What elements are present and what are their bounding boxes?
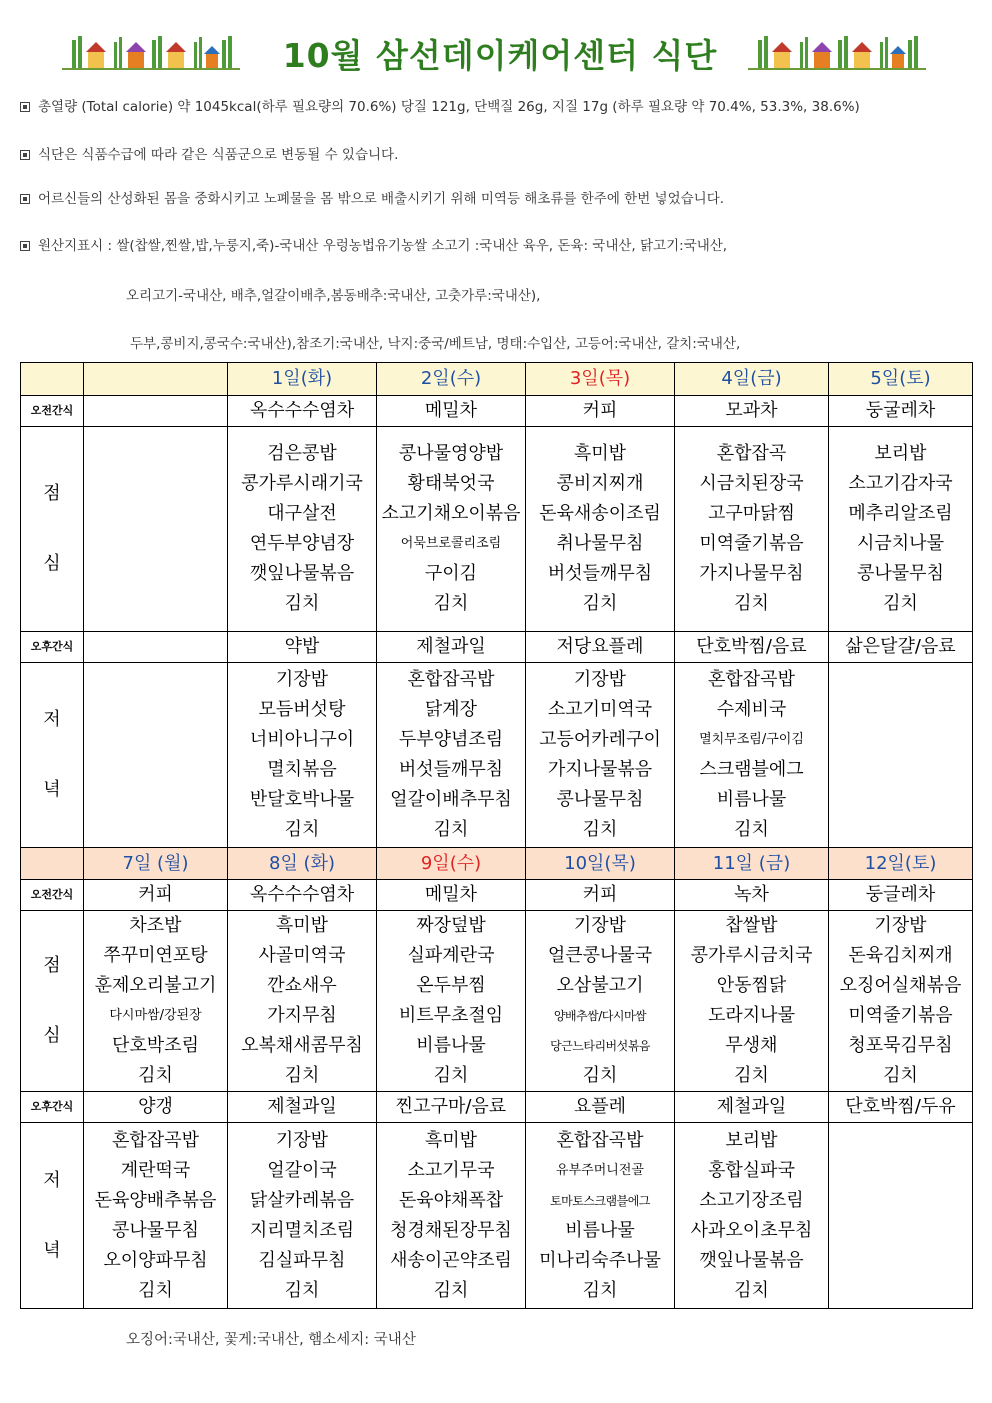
menu-item: 청경채된장무침	[390, 1219, 512, 1241]
week2-dinner-row	[21, 1123, 973, 1309]
row-label: 심	[43, 1025, 61, 1046]
menu-item: 깐쇼새우	[267, 975, 337, 996]
menu-item: 혼합잡곡밥	[407, 669, 495, 690]
menu-item: 김치	[734, 1065, 769, 1086]
menu-item: 돈육양배추볶음	[94, 1189, 217, 1211]
menu-item: 유부주머니전골	[556, 1162, 644, 1178]
menu-item: 비트무초절임	[398, 1005, 504, 1026]
menu-item: 시금치된장국	[699, 473, 804, 494]
menu-item: 김치	[284, 1065, 320, 1086]
menu-item: 얼갈이국	[267, 1159, 337, 1181]
menu-item: 사골미역국	[258, 945, 346, 966]
origin-line: 두부,콩비지,콩국수:국내산),참조기:국내산, 낙지:중국/베트남, 명태:수입산, 고등어:국내산, 갈치:국내산,	[130, 336, 741, 352]
menu-item: 콩나물영양밥	[398, 443, 504, 464]
week2-day-header	[21, 848, 973, 880]
menu-item: 돈육새송이조림	[539, 503, 661, 524]
menu-item: 옥수수수염차	[228, 880, 377, 911]
dinner-cell	[377, 1123, 526, 1309]
note-origin	[20, 234, 727, 254]
menu-item: 양갱	[84, 1092, 228, 1123]
lunch-cell	[675, 427, 829, 632]
menu-item: 오징어실채볶음	[839, 975, 962, 996]
week2-afternoon-row	[21, 1092, 973, 1123]
empty-cell	[829, 1123, 973, 1309]
menu-item: 고등어카레구이	[539, 729, 661, 750]
menu-item: 찹쌀밥	[725, 915, 778, 936]
menu-item: 김치	[433, 1279, 469, 1301]
lunch-cell	[829, 427, 973, 632]
week1-day-header	[21, 363, 973, 396]
menu-item: 제철과일	[675, 1092, 829, 1123]
menu-item: 소고기감자국	[848, 473, 953, 494]
menu-item: 짜장덮밥	[416, 915, 486, 936]
day-label: 3일(목)	[526, 363, 675, 396]
menu-table	[20, 362, 973, 1309]
menu-item: 양배추쌈/다시마쌈	[553, 1009, 647, 1023]
menu-item: 멸치볶음	[267, 759, 337, 780]
menu-item: 돈육야채폭찹	[398, 1189, 504, 1211]
day-label: 4일(금)	[675, 363, 829, 396]
lunch-cell	[526, 427, 675, 632]
menu-item: 미역줄기볶음	[848, 1005, 953, 1026]
week2-lunch-row	[21, 911, 973, 1092]
menu-item: 옥수수수염차	[228, 396, 377, 427]
note-text: 원산지표시 : 쌀(찹쌀,찐쌀,밥,누룽지,죽)-국내산 우렁농법유기농쌀 소고기 :국내산 육우, 돈육: 국내산, 닭고기:국내산,	[38, 238, 728, 254]
menu-item: 소고기채오이볶음	[381, 503, 521, 524]
empty-cell	[84, 632, 228, 663]
menu-item: 모듬버섯탕	[258, 699, 346, 720]
menu-item: 쭈꾸미연포탕	[103, 945, 208, 966]
note-calorie	[20, 95, 860, 115]
menu-item: 고구마닭찜	[708, 503, 795, 524]
day-label: 5일(토)	[829, 363, 973, 396]
menu-item: 제철과일	[377, 632, 526, 663]
menu-item: 흑미밥	[573, 443, 627, 464]
lunch-cell	[84, 911, 228, 1092]
menu-item: 버섯들깨무침	[398, 759, 504, 780]
village-right-icon	[748, 32, 926, 72]
menu-item: 가지나물볶음	[547, 759, 653, 780]
menu-item: 스크램블에그	[699, 759, 804, 780]
menu-item: 취나물무침	[556, 533, 644, 554]
square-bullet-icon	[20, 150, 30, 160]
menu-item: 메추리알조림	[848, 503, 953, 524]
row-label: 심	[43, 553, 61, 574]
dinner-cell	[675, 1123, 829, 1309]
dinner-cell	[84, 1123, 228, 1309]
menu-item: 콩나물무침	[857, 563, 944, 584]
menu-item: 콩가루시래기국	[241, 473, 363, 494]
note-text: 식단은 식품수급에 따라 같은 식품군으로 변동될 수 있습니다.	[38, 147, 399, 163]
menu-item: 김실파무침	[258, 1249, 346, 1271]
day-label: 11일 (금)	[675, 848, 829, 880]
row-label: 저	[43, 709, 61, 730]
week1-dinner-row	[21, 663, 973, 848]
menu-item: 단호박조림	[112, 1035, 199, 1056]
row-label: 점	[43, 955, 61, 976]
day-label: 9일(수)	[377, 848, 526, 880]
row-label: 오후간식	[21, 632, 84, 663]
menu-item: 저당요플레	[526, 632, 675, 663]
row-label-lunch	[21, 427, 84, 632]
menu-item: 수제비국	[716, 699, 787, 720]
menu-item: 연두부양념장	[249, 533, 355, 554]
menu-item: 김치	[284, 593, 320, 614]
menu-item: 닭계장	[424, 699, 478, 720]
menu-item: 기장밥	[573, 669, 627, 690]
menu-item: 김치	[883, 593, 918, 614]
empty-cell	[21, 363, 84, 396]
note-text: 어르신들의 산성화된 몸을 중화시키고 노폐물을 몸 밖으로 배출시키기 위해 미역등 해초류를 한주에 한번 넣었습니다.	[38, 191, 725, 207]
menu-item: 오이양파무침	[103, 1249, 208, 1271]
menu-item: 콩가루시금치국	[690, 945, 813, 966]
menu-item: 검은콩밥	[267, 443, 337, 464]
menu-item: 비름나물	[565, 1219, 635, 1241]
empty-cell	[84, 663, 228, 848]
row-label: 저	[43, 1169, 61, 1191]
village-left-icon	[62, 32, 240, 72]
menu-item: 단호박찜/두유	[829, 1092, 973, 1123]
lunch-cell	[228, 911, 377, 1092]
menu-item: 김치	[138, 1279, 173, 1301]
menu-item: 버섯들깨무침	[547, 563, 653, 584]
menu-item: 녹차	[675, 880, 829, 911]
row-label-lunch	[21, 911, 84, 1092]
menu-item: 계란떡국	[120, 1159, 191, 1181]
menu-item: 혼합잡곡	[716, 443, 787, 464]
lunch-cell	[377, 427, 526, 632]
week1-morning-row	[21, 396, 973, 427]
menu-item: 소고기무국	[407, 1159, 495, 1181]
menu-item: 흑미밥	[424, 1129, 478, 1151]
menu-item: 김치	[734, 593, 769, 614]
menu-item: 청포묵김무침	[848, 1035, 953, 1056]
row-label: 녁	[43, 779, 61, 800]
menu-item: 김치	[433, 593, 469, 614]
menu-item: 혼합잡곡밥	[112, 1129, 199, 1151]
menu-item: 기장밥	[573, 915, 627, 936]
menu-item: 온두부찜	[416, 975, 486, 996]
week1-afternoon-row	[21, 632, 973, 663]
menu-item: 콩나물무침	[112, 1219, 199, 1241]
page-title: 10월 삼선데이케어센터 식단	[282, 36, 718, 75]
menu-item: 김치	[284, 1279, 320, 1301]
menu-item: 얼큰콩나물국	[547, 945, 653, 966]
menu-item: 둥굴레차	[829, 396, 973, 427]
menu-item: 멸치무조림/구이김	[699, 732, 804, 747]
menu-item: 김치	[734, 1279, 769, 1301]
menu-item: 커피	[526, 880, 675, 911]
menu-item: 두부양념조림	[398, 729, 504, 750]
menu-item: 보리밥	[874, 443, 927, 464]
menu-item: 김치	[582, 1279, 618, 1301]
menu-item: 가지나물무침	[699, 563, 804, 584]
menu-item: 사과오이초무침	[690, 1219, 813, 1241]
menu-item: 김치	[582, 819, 618, 840]
day-label: 1일(화)	[228, 363, 377, 396]
menu-item: 가지무침	[267, 1005, 337, 1026]
menu-item: 김치	[582, 593, 618, 614]
menu-item: 오삼불고기	[556, 975, 644, 996]
dinner-cell	[675, 663, 829, 848]
day-label: 2일(수)	[377, 363, 526, 396]
menu-item: 기장밥	[874, 915, 927, 936]
menu-item: 미역줄기볶음	[699, 533, 804, 554]
menu-item: 너비아니구이	[249, 729, 355, 750]
menu-item: 혼합잡곡밥	[708, 669, 795, 690]
empty-cell	[21, 848, 84, 880]
menu-item: 콩나물무침	[556, 789, 644, 810]
header	[0, 28, 992, 78]
menu-item: 흑미밥	[275, 915, 329, 936]
menu-item: 닭살카레볶음	[249, 1189, 355, 1211]
menu-item: 비름나물	[716, 789, 787, 810]
empty-cell	[829, 663, 973, 848]
empty-cell	[84, 363, 228, 396]
row-label: 녁	[43, 1239, 61, 1261]
note-seaweed	[20, 187, 724, 207]
menu-item: 차조밥	[129, 915, 182, 936]
menu-item: 김치	[433, 1065, 469, 1086]
menu-item: 실파계란국	[407, 945, 495, 966]
menu-item: 무생채	[725, 1035, 778, 1056]
lunch-cell	[228, 427, 377, 632]
dinner-cell	[526, 663, 675, 848]
menu-item: 황태북엇국	[407, 473, 495, 494]
menu-item: 대구살전	[267, 503, 337, 524]
menu-item: 커피	[526, 396, 675, 427]
menu-item: 지리멸치조림	[249, 1219, 355, 1241]
day-label: 12일(토)	[829, 848, 973, 880]
square-bullet-icon	[20, 241, 30, 251]
menu-item: 얼갈이배추무침	[390, 789, 512, 810]
row-label: 오전간식	[21, 396, 84, 427]
dinner-cell	[228, 1123, 377, 1309]
menu-item: 둥글레차	[829, 880, 973, 911]
week1-lunch-row	[21, 427, 973, 632]
lunch-cell	[526, 911, 675, 1092]
menu-item: 홍합실파국	[708, 1159, 795, 1181]
dinner-cell	[228, 663, 377, 848]
menu-item: 기장밥	[275, 1129, 329, 1151]
lunch-cell	[377, 911, 526, 1092]
menu-item: 모과차	[675, 396, 829, 427]
day-label: 10일(목)	[526, 848, 675, 880]
footer-origin-note: 오징어:국내산, 꽃게:국내산, 햄소세지: 국내산	[126, 1332, 416, 1348]
empty-cell	[84, 396, 228, 427]
menu-item: 도라지나물	[708, 1005, 795, 1026]
menu-item: 어묵브로콜리조림	[400, 536, 502, 551]
menu-item: 김치	[734, 819, 769, 840]
menu-item: 약밥	[228, 632, 377, 663]
menu-item: 미나리숙주나물	[539, 1249, 661, 1271]
row-label: 오전간식	[21, 880, 84, 911]
menu-item: 요플레	[526, 1092, 675, 1123]
menu-item: 깻잎나물볶음	[249, 563, 355, 584]
menu-item: 구이김	[424, 563, 478, 584]
dinner-cell	[377, 663, 526, 848]
menu-item: 찐고구마/음료	[377, 1092, 526, 1123]
menu-item: 깻잎나물볶음	[699, 1249, 804, 1271]
menu-item: 메밀차	[377, 396, 526, 427]
menu-item: 비름나물	[416, 1035, 486, 1056]
row-label-dinner	[21, 1123, 84, 1309]
menu-item: 시금치나물	[857, 533, 944, 554]
menu-item: 소고기미역국	[547, 699, 653, 720]
square-bullet-icon	[20, 102, 30, 112]
menu-item: 김치	[883, 1065, 918, 1086]
menu-item: 김치	[138, 1065, 173, 1086]
lunch-cell	[829, 911, 973, 1092]
row-label: 오후간식	[21, 1092, 84, 1123]
menu-item: 기장밥	[275, 669, 329, 690]
menu-item: 반달호박나물	[249, 789, 355, 810]
menu-item: 콩비지찌개	[556, 473, 644, 494]
row-label: 점	[43, 483, 61, 504]
menu-item: 오복채새콤무침	[241, 1035, 363, 1056]
menu-item: 삶은달걀/음료	[829, 632, 973, 663]
menu-item: 토마토스크램블에그	[550, 1193, 650, 1208]
note-substitution	[20, 143, 398, 163]
dinner-cell	[526, 1123, 675, 1309]
menu-item: 제철과일	[228, 1092, 377, 1123]
menu-item: 돈육김치찌개	[848, 945, 953, 966]
week2-morning-row	[21, 880, 973, 911]
empty-cell	[84, 427, 228, 632]
menu-item: 다시마쌈/강된장	[109, 1008, 202, 1023]
note-text: 총열량 (Total calorie) 약 1045kcal(하루 필요량의 70.6%) 당질 121g, 단백질 26g, 지질 17g (하루 필요량 약 70.4%, 53.3%, 38.6%)	[38, 99, 860, 115]
menu-item: 단호박찜/음료	[675, 632, 829, 663]
day-label: 7일 (월)	[84, 848, 228, 880]
menu-item: 메밀차	[377, 880, 526, 911]
menu-item: 혼합잡곡밥	[556, 1129, 644, 1151]
menu-item: 김치	[433, 819, 469, 840]
row-label-dinner	[21, 663, 84, 848]
menu-item: 소고기장조림	[699, 1189, 804, 1211]
menu-item: 보리밥	[725, 1129, 778, 1151]
lunch-cell	[675, 911, 829, 1092]
day-label: 8일 (화)	[228, 848, 377, 880]
menu-item: 커피	[84, 880, 228, 911]
menu-item: 새송이곤약조림	[390, 1249, 512, 1271]
menu-item: 훈제오리불고기	[94, 975, 217, 996]
menu-item: 안동찜닭	[716, 975, 787, 996]
origin-line: 오리고기-국내산, 배추,얼갈이배추,봄동배추:국내산, 고춧가루:국내산),	[126, 288, 541, 304]
menu-item: 김치	[582, 1065, 618, 1086]
menu-item: 당근느타리버섯볶음	[550, 1039, 650, 1053]
menu-item: 김치	[284, 819, 320, 840]
square-bullet-icon	[20, 194, 30, 204]
